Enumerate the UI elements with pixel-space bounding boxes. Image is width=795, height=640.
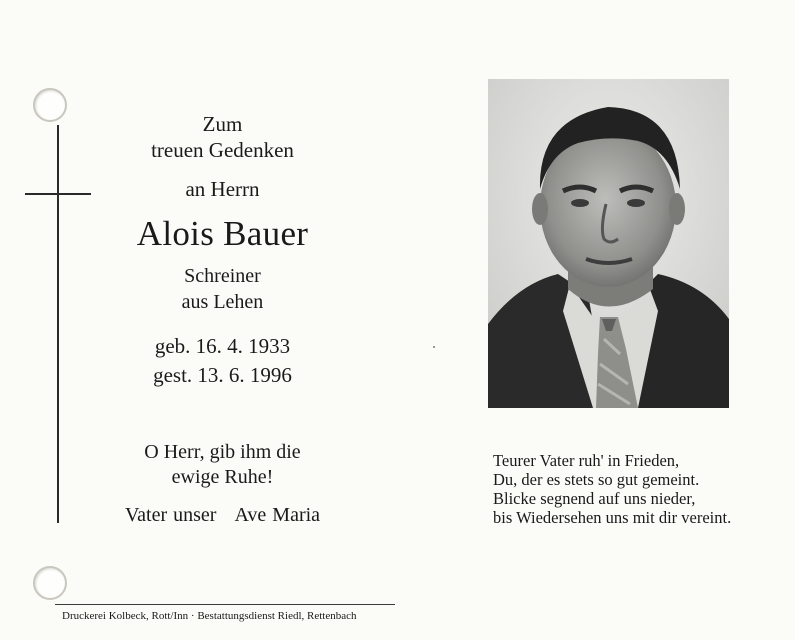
- verse-line-1: Teurer Vater ruh' in Frieden,: [493, 451, 680, 470]
- death-date: gest. 13. 6. 1996: [153, 363, 292, 387]
- verse-line-3: Blicke segnend auf uns nieder,: [493, 489, 696, 508]
- footer-divider: [55, 604, 395, 605]
- prayer-ave-maria: Ave Maria: [234, 504, 321, 526]
- prayer-vater-unser: Vater unser: [124, 504, 217, 526]
- verse-line-4: bis Wiedersehen uns mit dir vereint.: [493, 508, 732, 527]
- punch-hole-top: [33, 88, 67, 122]
- occupation: Schreiner: [184, 265, 261, 287]
- heading-line-3: an Herrn: [185, 177, 260, 201]
- printer-credit: Druckerei Kolbeck, Rott/Inn · Bestattungsdienst Riedl, Rettenbach: [62, 610, 357, 622]
- heading-line-1: Zum: [202, 112, 243, 136]
- portrait-photo: [488, 79, 729, 408]
- deceased-name: Alois Bauer: [136, 214, 309, 253]
- origin: aus Lehen: [181, 291, 264, 313]
- punch-hole-bottom: [33, 566, 67, 600]
- prayer-line-1: O Herr, gib ihm die: [144, 441, 301, 463]
- verse-line-2: Du, der es stets so gut gemeint.: [493, 470, 700, 489]
- cross-icon-horizontal: [25, 193, 91, 195]
- heading-line-2: treuen Gedenken: [151, 138, 294, 162]
- birth-date: geb. 16. 4. 1933: [154, 334, 291, 358]
- prayer-line-2: ewige Ruhe!: [171, 466, 274, 488]
- prayer-line-3: [90, 504, 355, 527]
- cross-icon-vertical: [57, 125, 59, 523]
- paper-speck: [433, 346, 435, 348]
